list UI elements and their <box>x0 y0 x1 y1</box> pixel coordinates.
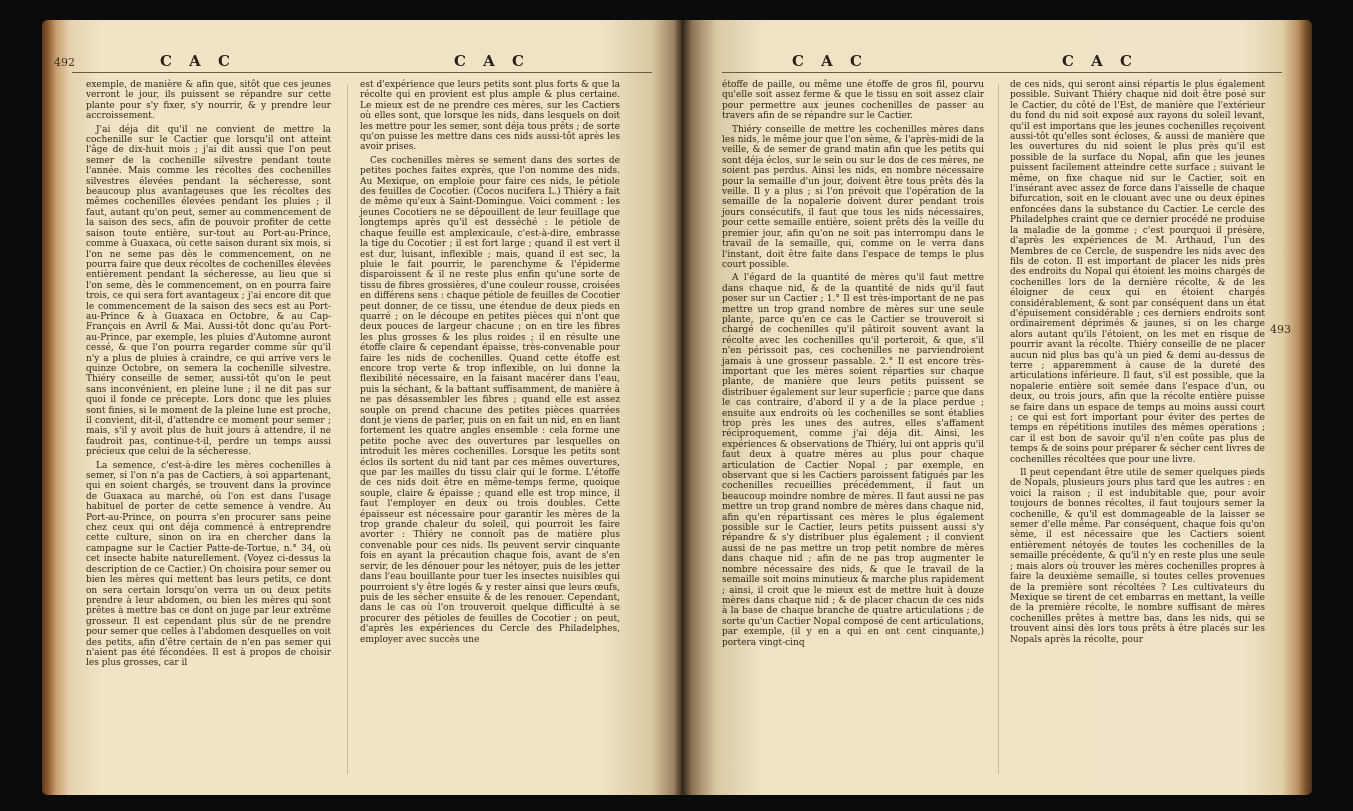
paragraph: Thiéry conseille de mettre les cochenilles mères dans les nids, le même jour que l'on sème, & l'après-midi de la veille, & de semer de grand matin afin que les petits qui sont déja éclos, sur le sein ou sur le dos de ces mères, ne soient pas perdus. Ainsi les nids, en nombre nécessaire pour la semaille d'un jour, doivent être tous prêts dès la veille. Il y a plus ; si l'on prévoit que l'opération de la semaille de la nopalerie doivent durer pendant trois jours consécutifs, il faut que tous les nids nécessaires, pour cette semaille entière, soient prêts dès la veille du premier jour, afin qu'on ne soit pas interrompu dans le travail de la semaille, qui, comme on le verra dans l'instant, doit être faite dans l'espace de temps le plus court possible. <box>722 124 984 270</box>
left-page-column-1 <box>86 80 331 672</box>
running-head-right-1: C A C <box>792 52 868 70</box>
page-number-right: 493 <box>1270 323 1291 336</box>
column-separator-right <box>998 84 999 774</box>
paragraph: étoffe de paille, ou même une étoffe de gros fil, pourvu qu'elle soit assez ferme & que le tissu en soit assez clair pour permettre aux jeunes cochenilles de passer au travers afin de se répandre sur le Cactier. <box>722 80 984 122</box>
header-rule-left <box>72 72 652 73</box>
right-page <box>682 20 1312 795</box>
column-separator-left <box>347 84 348 774</box>
paragraph: de ces nids, qui seront ainsi répartis le plus également possible. Suivant Thiéry chaque nid doit être posé sur le Cactier, du côté de l'Est, de manière que l'extérieur du fond du nid soit exposé aux rayons du soleil levant, qu'il est importans que les jeunes cochenilles reçoivent aussi-tôt qu'elles sont écloses, & aussi de manière que les ouvertures du nid soient le plus près qu'il est possible de la surface du Nopal, afin que les jeunes puissent facilement atteindre cette surface ; suivant le même, on fixe chaque nid sur le Cactier, soit en l'insérant avec assez de force dans l'aisselle de chaque bifurcation, soit en le clouant avec une ou deux épines enfoncées dans la substance du Cactier. Le cercle des Philadelphes craint que ce dernier procédé ne produise la maladie de la gomme ; c'est pourquoi il présère, d'après les expériences de M. Arthaud, l'un des Membres de ce Cercle, de suspendre les nids avec des fils de coton. Il est important de placer les nids près des endroits du Nopal qui étoient les moins chargés de cochenilles lors de la dernière récolte, & de les éloigner de ceux qui en étoient chargés considérablement, & sont par conséquent dans un état d'épuisement considérable ; ces derniers endroits sont ordinairement déprimés & jaunes, si on les charge alors autant qu'ils l'étoient, on les met en risque de pourrir avant la récolte. Thiéry conseille de ne placer aucun nid plus bas qu'à un pied & demi au-dessus de terre ; apparemment à cause de la dureté des articulations inférieure. Il faut, s'il est possible, que la nopalerie entière soit semée dans l'espace d'un, ou deux, ou trois jours, afin que la récolte entière puisse se faire dans un espace de temps au moins aussi court ; ce qui est fort important pour éviter des pertes de temps en répétitions inutiles des mêmes opérations ; car il est bon de savoir qu'il n'en coûte pas plus de temps & de soins pour préparer & sécher cent livres de cochenilles récoltées que pour une livre. <box>1010 80 1265 465</box>
running-head-right-2: C A C <box>1062 52 1138 70</box>
paragraph: est d'expérience que leurs petits sont plus forts & que la récolte qui en provient est plus ample & plus certaine. Le mieux est de ne prendre ces mères, sur les Cactiers où elles sont, que lorsque les nids, dans lesquels on doit les mettre pour les semer, sont déja tous prêts ; de sorte qu'on puisse les mettre dans ces nids aussi-tôt après les avoir prises. <box>360 80 620 153</box>
paragraph: exemple, de manière & afin que, sitôt que ces jeunes verront le jour, ils puissent se répandre sur cette plante pour s'y fixer, s'y nourrir, & y prendre leur accroissement. <box>86 80 331 122</box>
right-page-column-1 <box>722 80 984 651</box>
right-page-column-2 <box>1010 80 1265 648</box>
running-head-left-2: C A C <box>454 52 530 70</box>
paragraph: Il peut cependant être utile de semer quelques pieds de Nopals, plusieurs jours plus tard que les autres : en voici la raison ; il est indubitable que, pour avoir toujours de bonnes récoltes, il faut toujours semer la cochenille, & qu'il est dommageable de la laisser se semer d'elle même. Par conséquent, chaque fois qu'on sème, il est nécessaire que les Cactiers soient entièrement nétoyés de toutes les cochenilles de la semaille précédente, & qu'il n'y en reste plus une seule ; mais alors où trouver les mères cochenilles propres à faire la deuxième semaille, si toutes celles provenues de la première sont récoltées ? Les cultivateurs du Mexique se tirent de cet embarras en mettant, la veille de la première récolte, le nombre suffisant de mères cochenilles prêtes à mettre bas, dans les nids, qui se trouvent ainsi dès lors tous prêts à être placés sur les Nopals après la récolte, pour <box>1010 468 1265 645</box>
paragraph: La semence, c'est-à-dire les mères cochenilles à semer, si l'on n'a pas de Cactiers, à soi appartenant, qui en soient chargés, se trouvent dans la province de Guaxaca au marché, où l'on est dans l'usage habituel de porter de cette semence à vendre. Au Port-au-Prince, on pourra s'en procurer sans peine chez ceux qui ont déja commencé à entreprendre cette culture, sinon on ira en chercher dans la campagne sur le Cactier Patte-de-Tortue, n.° 34, où cet insecte habite naturellement. (Voyez ci-dessus la description de ce Cactier.) On choisira pour semer ou bien les mères qui mettent bas leurs petits, ce dont on sera certain lorsqu'on verra un ou deux petits prendre à leur abdomen, ou bien les mères qui sont prêtes à mettre bas ce dont on juge par leur extrême grosseur. Il est cependant plus sûr de ne prendre pour semer que celles à l'abdomen desquelles on voit des petits, afin d'être certain de n'en pas semer qui n'aient pas été fécondées. Il est à propos de choisir les plus grosses, car il <box>86 460 331 669</box>
paragraph: Ces cochenilles mères se sement dans des sortes de petites poches faites exprès, que l'on nomme des nids. Au Mexique, on emploie pour faire ces nids, le pétiole des feuilles de Cocotier. (Cocos nucifera L.) Thiéry a fait de même qu'eux à Saint-Domingue. Voici comment : les jeunes Cocotiers ne se dépouillent de leur feuillage que longtemps après qu'il est desséché : le pétiole de chaque feuille est amplexicaule, c'est-à-dire, embrasse la tige du Cocotier ; il est fort large ; quand il est vert il est dur, luisant, inflexible ; mais, quand il est sec, la pluie le fait pourrir, le parenchyme & l'épiderme disparoissent & il ne reste plus enfin qu'une sorte de tissu de fibres grossières, d'une couleur rousse, croisées en différens sens : chaque pétiole de feuilles de Cocotier peut donner, de ce tissu, une étendue de deux pieds en quarré ; on le découpe en petites pièces qui n'ont que deux pouces de largeur chacune ; on en tire les fibres les plus grosses & les plus roides ; il en résulte une étoffe claire & cependant épaisse, très-convenable pour faire les nids de cochenilles. Quand cette étoffe est encore trop verte & trop inflexible, on lui donne la flexibilité nécessaire, en la faisant macérer dans l'eau, puis la séchant, & la battant suffisamment, de manière à ne pas désassembler les fibres ; quand elle est assez souple on prend chacune des petites pièces quarrées dont je viens de parler, puis on en fait un nid, en en liant fortement les quatre angles ensemble : cela forme une petite poche avec des ouvertures par lesquelles on introduit les mères cochenilles. Lorsque les petits sont éclos ils sortent du nid tant par ces mêmes ouvertures, que par les mailles du tissu clair qui le forme. L'étoffe de ces nids doit être en même-temps ferme, quoique souple, claire & épaisse ; quand elle est trop mince, il faut l'employer en deux ou trois doubles. Cette épaisseur est nécessaire pour garantir les mères de la trop grande chaleur du soleil, qui pourroit les faire avorter : Thiéry ne connoît pas de matière plus convenable pour ces nids. Ils peuvent servir cinquante fois en ayant la précaution chaque fois, avant de s'en servir, de les dénouer pour les nétoyer, puis de les jetter dans l'eau bouillante pour tuer les insectes nuisibles qui pourroient s'y être logés & y rester ainsi que leurs œufs, puis de les sécher ensuite & de les renouer. Cependant, dans le cas où l'on trouveroit quelque difficulté à se procurer des pétioles de feuilles de Cocotier ; on peut, d'après les expériences du Cercle des Philadelphes, employer avec succès une <box>360 155 620 645</box>
right-page-header <box>682 50 1312 74</box>
left-page-column-2 <box>360 80 620 648</box>
running-head-left-1: C A C <box>160 52 236 70</box>
open-book <box>42 20 1312 795</box>
paragraph: A l'égard de la quantité de mères qu'il faut mettre dans chaque nid, & de la quantité de nids qu'il faut poser sur un Cactier ; 1.° Il est très-important de ne pas mettre un trop grand nombre de mères sur une seule plante, parce qu'en ce cas le Cactier se trouveroit si chargé de cochenilles qu'il pâtiroit souvent avant la récolte avec les cochenilles qu'il porteroit, & que, s'il n'en périssoit pas, ces cochenilles ne parviendroient jamais à une grosseur passable. 2.° Il est encore très-important que les mères soient réparties sur chaque plante, de manière que leurs petits puissent se distribuer également sur leur superficie ; parce que dans le cas contraire, d'abord il y a de la place perdue ; ensuite aux endroits où les cochenilles se sont établies trop près les unes des autres, elles s'affament réciproquement, comme j'ai déja dit. Ainsi, les expériences & observations de Thiéry, lui ont appris qu'il faut deux à quatre mères au plus pour chaque articulation de Cactier Nopal ; par exemple, en observant que si les Cactiers paroissent fatigués par les cochenilles recueillies précédemment, il faut un beaucoup moindre nombre de mères. Il faut aussi ne pas mettre un trop grand nombre de mères dans chaque nid, afin qu'en répartissant ces mères le plus également possible sur le Cactier, leurs petits puissent aussi s'y répandre & s'y distribuer plus également ; il convient aussi de ne pas mettre un trop petit nombre de mères dans chaque nid ; afin de ne pas trop augmenter le nombre nécessaire des nids, & que le travail de la semaille soit moins minutieux & marche plus rapidement ; ainsi, il croit que le mieux est de mettre huit à douze mères dans chaque nid ; & de placer chacun de ces nids à la base de chaque branche de quatre articulations ; de sorte qu'un Cactier Nopal composé de cent articulations, par exemple, (il y en a qui en ont cent cinquante,) portera vingt-cinq <box>722 273 984 648</box>
page-number-left: 492 <box>54 56 75 69</box>
paragraph: J'ai déja dit qu'il ne convient de mettre la cochenille sur le Cactier que lorsqu'il ont atteint l'âge de dix-huit mois ; j'ai dit aussi que l'on peut semer de la cochenille silvestre pendant toute l'année. Mais comme les récoltes des cochenilles silvestres élevées pendant la sécheresse, sont beaucoup plus avantageuses que les récoltes des mêmes cochenilles élevées pendant les pluies ; il faut, autant qu'on peut, semer au commencement de la saison des secs, afin de pouvoir profiter de cette saison toute entière, sur-tout au Port-au-Prince, comme à Guaxaca, où cette saison durant six mois, si l'on ne seme pas dès le commencement, on ne pourra faire que deux récoltes de cochenilles élevées entièrement pendant la sécheresse, au lieu que si l'on seme, dès le commencement, on en pourra faire trois, ce qui sera fort avantageux ; j'ai encore dit que le commencement de la saison des secs est au Port-au-Prince & à Guaxaca en Octobre, & au Cap-François en Avril & Mai. Aussi-tôt donc qu'au Port-au-Prince, par exemple, les pluies d'Automne auront cessé, & que l'on pourra regarder comme sûr qu'il n'y a plus de pluies à craindre, ce qui arrive vers le quinze Octobre, on semera la cochenille silvestre. Thiéry conseille de semer, aussi-tôt qu'on le peut sans inconvénient, en pleine lune ; il ne dit pas sur quoi il fonde ce précepte. Lors donc que les pluies sont finies, si le moment de la pleine lune est proche, il convient, dit-il, d'attendre ce moment pour semer ; mais, s'il y avoit plus de huit jours à attendre, il ne faudroit pas, continue-t-il, perdre un temps aussi précieux que celui de la sécheresse. <box>86 124 331 458</box>
left-page-header <box>42 50 682 74</box>
header-rule-right <box>722 72 1282 73</box>
left-page <box>42 20 682 795</box>
